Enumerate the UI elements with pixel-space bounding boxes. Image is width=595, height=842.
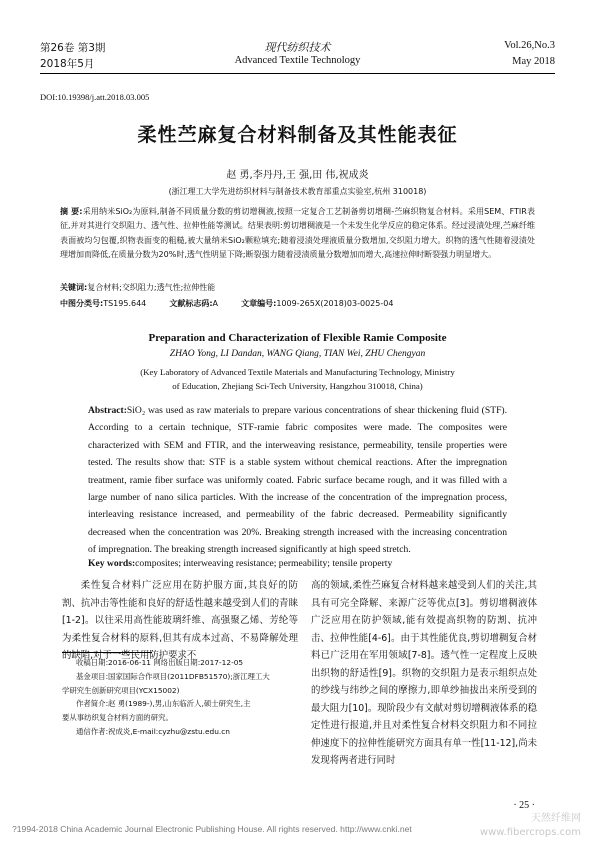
- article-number: 1009-265X(2018)03-0025-04: [276, 299, 394, 308]
- body-left-column: 柔性复合材料广泛应用在防护服方面,其良好的防割、抗冲击等性能和良好的舒适性越来越受到人们的青睐[1-2]。以往采用高性能玻璃纤维、高强聚乙烯、芳纶等为柔性复合材料的原料,但其有成本过高、不易降解处理的缺陷,对于一些民用防护要求不: [62, 580, 298, 661]
- clc-number: TS195.644: [103, 299, 147, 308]
- title-en: Preparation and Characterization of Flexible Ramie Composite: [148, 332, 447, 344]
- footnotes: [62, 656, 302, 739]
- fund-line1: 基金项目:国家国际合作项目(2011DFB51570);浙江理工大: [76, 671, 270, 681]
- date-en: May 2018: [512, 56, 555, 67]
- corresponding-author: 通信作者:祝成炎,E-mail:cyzhu@zstu.edu.cn: [76, 726, 230, 736]
- keywords-en: [88, 558, 507, 569]
- page-number: · 25 ·: [513, 800, 535, 811]
- keywords-cn-label: 关键词:: [60, 283, 88, 292]
- keywords-en-label: Key words:: [88, 558, 136, 569]
- clc-label: 中图分类号:: [60, 299, 104, 308]
- abstract-cn-text: 采用纳米SiO₂为原料,制备不同质量分数的剪切增稠液,按照一定复合工艺制备剪切增稠-苎麻织物复合材料。采用SEM、FTIR表征,并对其进行交织阻力、透气性、拉伸性能等测试。结果表明:剪切增稠液是一个未发生化学反应的稳定体系。经过浸渍处理,苎麻纤维表面被均匀包覆,织物表面变的粗糙,被大量纳米SiO₂颗粒填充;随着浸渍处理液质量分数增加,交织阻力增大。织物的透气性随着浸渍处理增加而降低,在质量分数为20%时,透气性明显下降;断裂强力随着浸渍质量分数增加而增大,高速拉伸时断裂强力明显增大。: [60, 207, 536, 259]
- copyright-footer: ?1994-2018 China Academic Journal Electronic Publishing House. All rights reserved. http://www.cnki.net: [12, 824, 412, 834]
- authors-en: ZHAO Yong, LI Dandan, WANG Qiang, TIAN Wei, ZHU Chengyan: [169, 349, 426, 359]
- journal-name-cn: 现代纺织技术: [264, 42, 331, 54]
- title-cn: 柔性苎麻复合材料制备及其性能表征: [137, 124, 458, 146]
- abstract-cn-label: 摘 要:: [60, 207, 83, 216]
- authors-cn: 赵 勇,李丹丹,王 强,田 伟,祝成炎: [226, 170, 369, 181]
- doc-code-label: 文献标志码:: [169, 299, 213, 308]
- watermark-en: www.fibercrops.com: [479, 827, 581, 838]
- abstract-cn: [60, 205, 535, 262]
- footnote-rule: [62, 652, 152, 653]
- abstract-en: [88, 402, 507, 559]
- doc-code: A: [212, 299, 219, 308]
- abstract-en-text: SiO₂ was used as raw materials to prepare various concentrations of shear thickening fluid (STF). According to a certain technique, STF-ramie fabric composites were made. The composites were characterized with SEM and FTIR, and the interweaving resistance, permeability, tensile properties were tested. The results show that: STF is a stable system without chemical reactions. After the impregnation treatment, ramie fiber surface was uniformly coated. Fabric surface became rough, and it was filled with a large number of nano silica particles. With the increase of the concentration of the impregnation process, interleaving resistance increased, and permeability of the fabric decreased. Permeability significantly decreased when the concentration was 20%. Breaking strength increased with the increasing concentration of impregnation. The breaking strength increased significantly at high speed stretch.: [88, 405, 507, 556]
- author-bio-line2: 要从事纺织复合材料方面的研究。: [62, 713, 173, 723]
- author-bio-line1: 作者简介:赵 勇(1989-),男,山东临沂人,硕士研究生,主: [76, 699, 251, 709]
- date-cn: 2018年5月: [40, 58, 95, 70]
- affiliation-en-line1: (Key Laboratory of Advanced Textile Materials and Manufacturing Technology, Ministry: [140, 367, 455, 377]
- affiliation-cn: (浙江理工大学先进纺织材料与制备技术教育部重点实验室,杭州 310018): [168, 187, 427, 196]
- keywords-cn: [60, 282, 535, 293]
- doi: DOI:10.19398/j.att.2018.03.005: [40, 92, 150, 102]
- body-right-column: 高的领域,柔性苎麻复合材料越来越受到人们的关注,其具有可完全降解、来源广泛等优点[3]。剪切增稠液体广泛应用在防护领域,能有效提高织物的防割、抗冲击、拉伸性能[4-6]。由于其性能优良,剪切增稠复合材料已广泛用在军用领域[7-8]。透气性一定程度上反映出织物的舒适性[9]。织物的交织阻力是表示组织点处的纱线与纬纱之间的摩擦力,即单纱抽拔出来所受到的最大阻力[10]。现阶段少有文献对剪切增稠液体系的稳定性进行报道,并且对柔性复合材料交织阻力和不同拉伸速度下的拉伸性能研究方面具有单一性[11-12],尚未发现将两者进行同时: [311, 580, 537, 766]
- journal-name: [200, 39, 395, 66]
- watermark: [480, 812, 581, 840]
- classification-cn: [60, 298, 535, 309]
- volume-issue-en: Vol.26,No.3: [504, 40, 555, 51]
- watermark-cn: 天然纤维网: [531, 813, 581, 824]
- journal-name-en: Advanced Textile Technology: [234, 55, 361, 66]
- received-date: 收稿日期:2016-06-11 网络出版日期:2017-12-05: [76, 658, 244, 667]
- affiliation-en-line2: of Education, Zhejiang Sci-Tech University, Hangzhou 310018, China): [172, 381, 423, 391]
- header-rule: [40, 73, 555, 74]
- volume-issue-cn: 第26卷 第3期: [40, 42, 106, 54]
- keywords-en-text: composites; interweaving resistance; permeability; tensile property: [135, 558, 393, 569]
- abstract-en-label: Abstract:: [88, 405, 127, 416]
- fund-line2: 学研究生创新研究项目(YCX15002): [62, 685, 180, 695]
- article-number-label: 文章编号:: [241, 299, 277, 308]
- affiliation-en: [40, 365, 555, 393]
- keywords-cn-text: 复合材料;交织阻力;透气性;拉伸性能: [87, 283, 216, 292]
